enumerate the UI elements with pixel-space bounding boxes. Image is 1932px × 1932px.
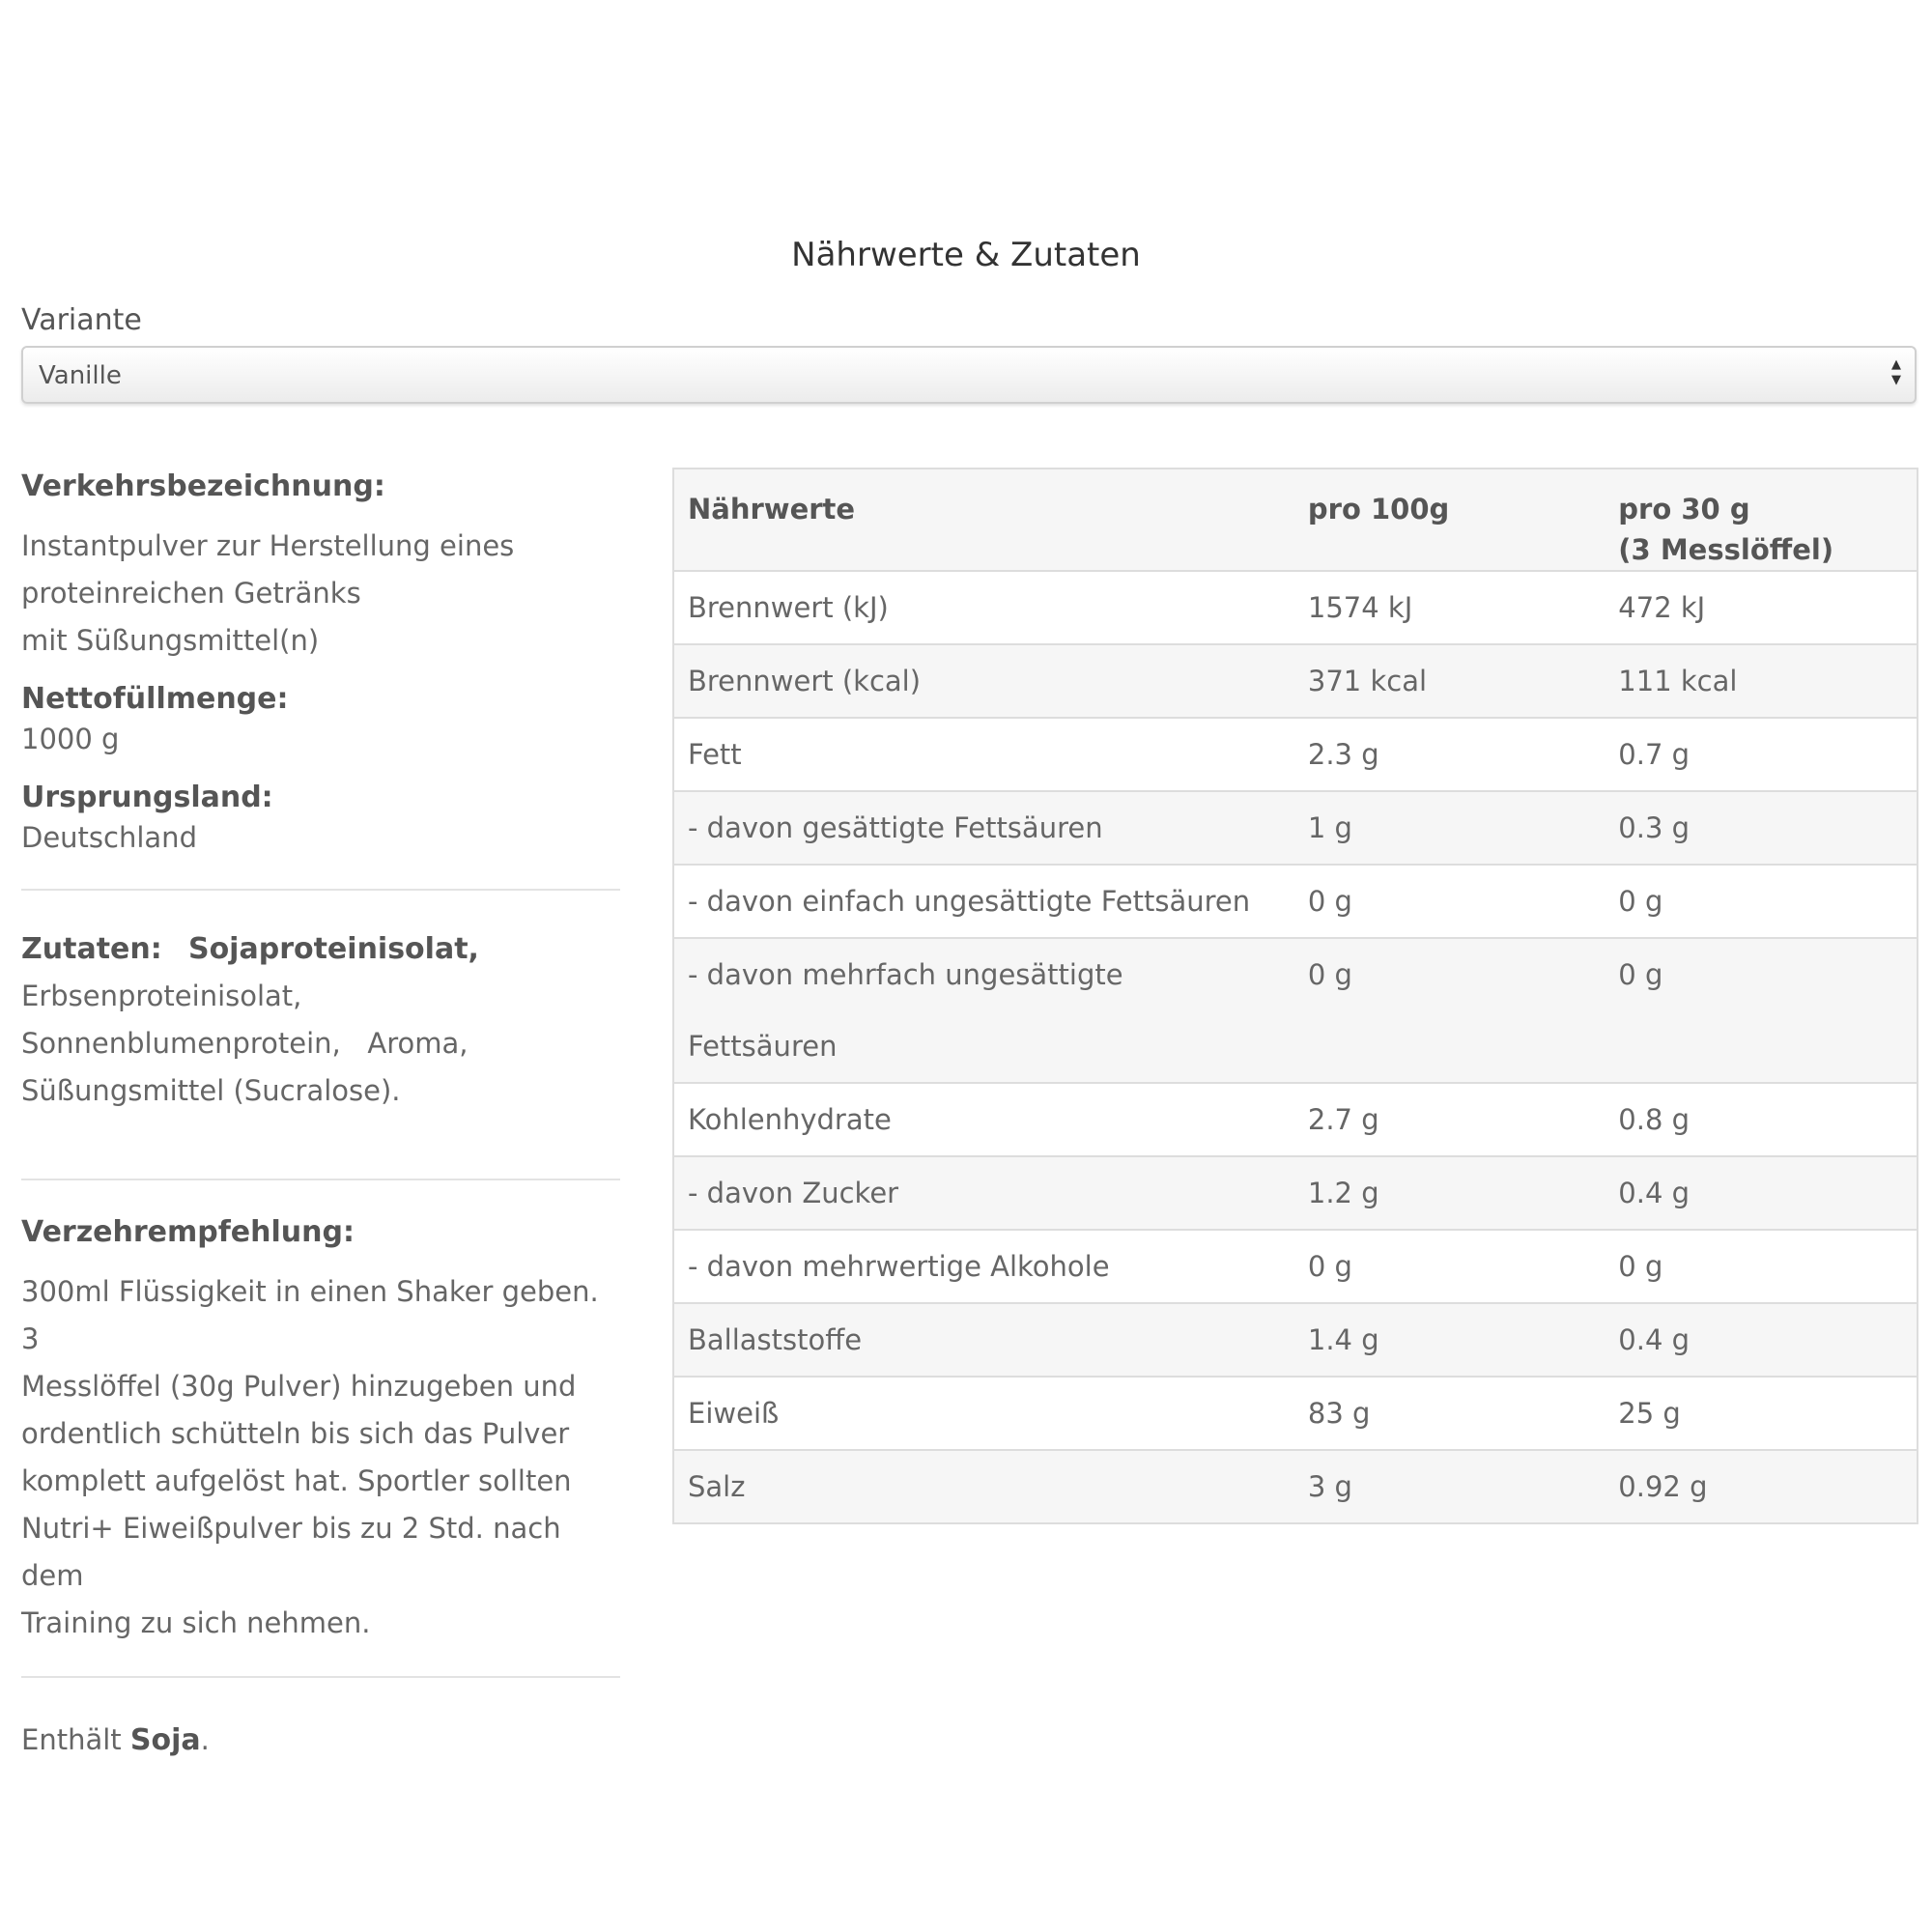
nettofuellmenge-value: 1000 g xyxy=(21,723,120,755)
allergen-bold: Soja xyxy=(129,1723,201,1757)
nutrient-name: Eiweiß xyxy=(673,1377,1294,1450)
zutaten-text xyxy=(21,925,620,1115)
nutrient-name: Brennwert (kJ) xyxy=(673,571,1294,644)
nutrient-name: - davon einfach ungesättigte Fettsäuren xyxy=(673,865,1294,938)
verzehr-line: 300ml Flüssigkeit in einen Shaker geben. 3 xyxy=(21,1275,599,1355)
table-row xyxy=(673,718,1918,791)
table-row xyxy=(673,1303,1918,1377)
value-per-100g: 0 g xyxy=(1294,938,1605,1083)
nutrient-name: Ballaststoffe xyxy=(673,1303,1294,1377)
nutrient-name: - davon mehrwertige Alkohole xyxy=(673,1230,1294,1303)
header-pro-30g-line2: (3 Messlöffel) xyxy=(1618,533,1834,566)
header-pro-30g xyxy=(1605,469,1918,571)
verzehr-label: Verzehrempfehlung: xyxy=(21,1215,355,1249)
zutaten-label: Zutaten: xyxy=(21,932,162,966)
verkehrsbezeichnung-text xyxy=(21,523,620,665)
value-per-100g: 3 g xyxy=(1294,1450,1605,1523)
value-per-30g: 0.4 g xyxy=(1605,1303,1918,1377)
nutrient-name: Brennwert (kcal) xyxy=(673,644,1294,718)
verkehrsbezeichnung-line: Instantpulver zur Herstellung eines xyxy=(21,529,515,562)
nutrient-name: Kohlenhydrate xyxy=(673,1083,1294,1156)
table-row xyxy=(673,1156,1918,1230)
table-row xyxy=(673,1377,1918,1450)
value-per-30g: 0 g xyxy=(1605,1230,1918,1303)
value-per-30g: 0.8 g xyxy=(1605,1083,1918,1156)
header-pro-100g: pro 100g xyxy=(1294,469,1605,571)
value-per-30g: 25 g xyxy=(1605,1377,1918,1450)
verzehr-line: ordentlich schütteln bis sich das Pulver xyxy=(21,1417,570,1450)
header-naehrwerte: Nährwerte xyxy=(673,469,1294,571)
allergen-note xyxy=(21,1717,620,1764)
value-per-100g: 1.4 g xyxy=(1294,1303,1605,1377)
ursprungsland-label: Ursprungsland: xyxy=(21,781,273,814)
table-header-row xyxy=(673,469,1918,571)
product-info xyxy=(21,469,620,1764)
nutrient-name: Fett xyxy=(673,718,1294,791)
section-title: Nährwerte & Zutaten xyxy=(791,236,1141,274)
zutaten-line: Süßungsmittel (Sucralose). xyxy=(21,1074,401,1107)
value-per-100g: 0 g xyxy=(1294,865,1605,938)
verzehr-line: Training zu sich nehmen. xyxy=(21,1606,371,1639)
verzehr-line: komplett aufgelöst hat. Sportler sollten xyxy=(21,1464,572,1497)
value-per-30g: 0 g xyxy=(1605,865,1918,938)
nutrition-table-body xyxy=(673,571,1918,1523)
divider xyxy=(21,1676,620,1678)
verzehr-line: Messlöffel (30g Pulver) hinzugeben und xyxy=(21,1370,577,1403)
nutrient-name: Salz xyxy=(673,1450,1294,1523)
nutrient-name: - davon gesättigte Fettsäuren xyxy=(673,791,1294,865)
value-per-30g: 111 kcal xyxy=(1605,644,1918,718)
table-row xyxy=(673,865,1918,938)
verkehrsbezeichnung-line: mit Süßungsmittel(n) xyxy=(21,624,320,657)
allergen-prefix: Enthält xyxy=(21,1723,130,1756)
header-pro-30g-line1: pro 30 g xyxy=(1618,493,1750,526)
zutaten-first: Sojaproteinisolat, xyxy=(187,932,479,966)
value-per-30g: 0.92 g xyxy=(1605,1450,1918,1523)
divider xyxy=(21,889,620,891)
value-per-30g: 472 kJ xyxy=(1605,571,1918,644)
table-row xyxy=(673,1230,1918,1303)
allergen-suffix: . xyxy=(200,1723,210,1756)
value-per-100g: 2.3 g xyxy=(1294,718,1605,791)
divider xyxy=(21,1179,620,1180)
value-per-30g: 0.3 g xyxy=(1605,791,1918,865)
nutrient-name: - davon mehrfach ungesättigte Fettsäuren xyxy=(673,938,1294,1083)
table-row xyxy=(673,1450,1918,1523)
table-row xyxy=(673,791,1918,865)
value-per-30g: 0 g xyxy=(1605,938,1918,1083)
ursprungsland-value: Deutschland xyxy=(21,821,197,854)
zutaten-line: Sonnenblumenprotein, Aroma, xyxy=(21,1027,469,1060)
verzehr-line: Nutri+ Eiweißpulver bis zu 2 Std. nach dem xyxy=(21,1512,561,1592)
value-per-100g: 2.7 g xyxy=(1294,1083,1605,1156)
value-per-100g: 1.2 g xyxy=(1294,1156,1605,1230)
value-per-30g: 0.7 g xyxy=(1605,718,1918,791)
verkehrsbezeichnung-label: Verkehrsbezeichnung: xyxy=(21,469,385,503)
verkehrsbezeichnung-line: proteinreichen Getränks xyxy=(21,577,361,610)
variant-select[interactable] xyxy=(21,346,1917,404)
value-per-100g: 1574 kJ xyxy=(1294,571,1605,644)
value-per-100g: 371 kcal xyxy=(1294,644,1605,718)
verzehr-text xyxy=(21,1268,620,1647)
value-per-30g: 0.4 g xyxy=(1605,1156,1918,1230)
table-row xyxy=(673,571,1918,644)
table-row xyxy=(673,938,1918,1083)
zutaten-line: Erbsenproteinisolat, xyxy=(21,980,302,1012)
nettofuellmenge-label: Nettofüllmenge: xyxy=(21,682,289,716)
table-row xyxy=(673,1083,1918,1156)
variant-label: Variante xyxy=(21,303,142,337)
nutrition-table xyxy=(672,468,1918,1524)
value-per-100g: 83 g xyxy=(1294,1377,1605,1450)
table-row xyxy=(673,644,1918,718)
value-per-100g: 0 g xyxy=(1294,1230,1605,1303)
variant-selected-value: Vanille xyxy=(39,361,122,390)
value-per-100g: 1 g xyxy=(1294,791,1605,865)
nutrient-name: - davon Zucker xyxy=(673,1156,1294,1230)
select-arrows-icon: ▲ ▼ xyxy=(1891,357,1901,387)
